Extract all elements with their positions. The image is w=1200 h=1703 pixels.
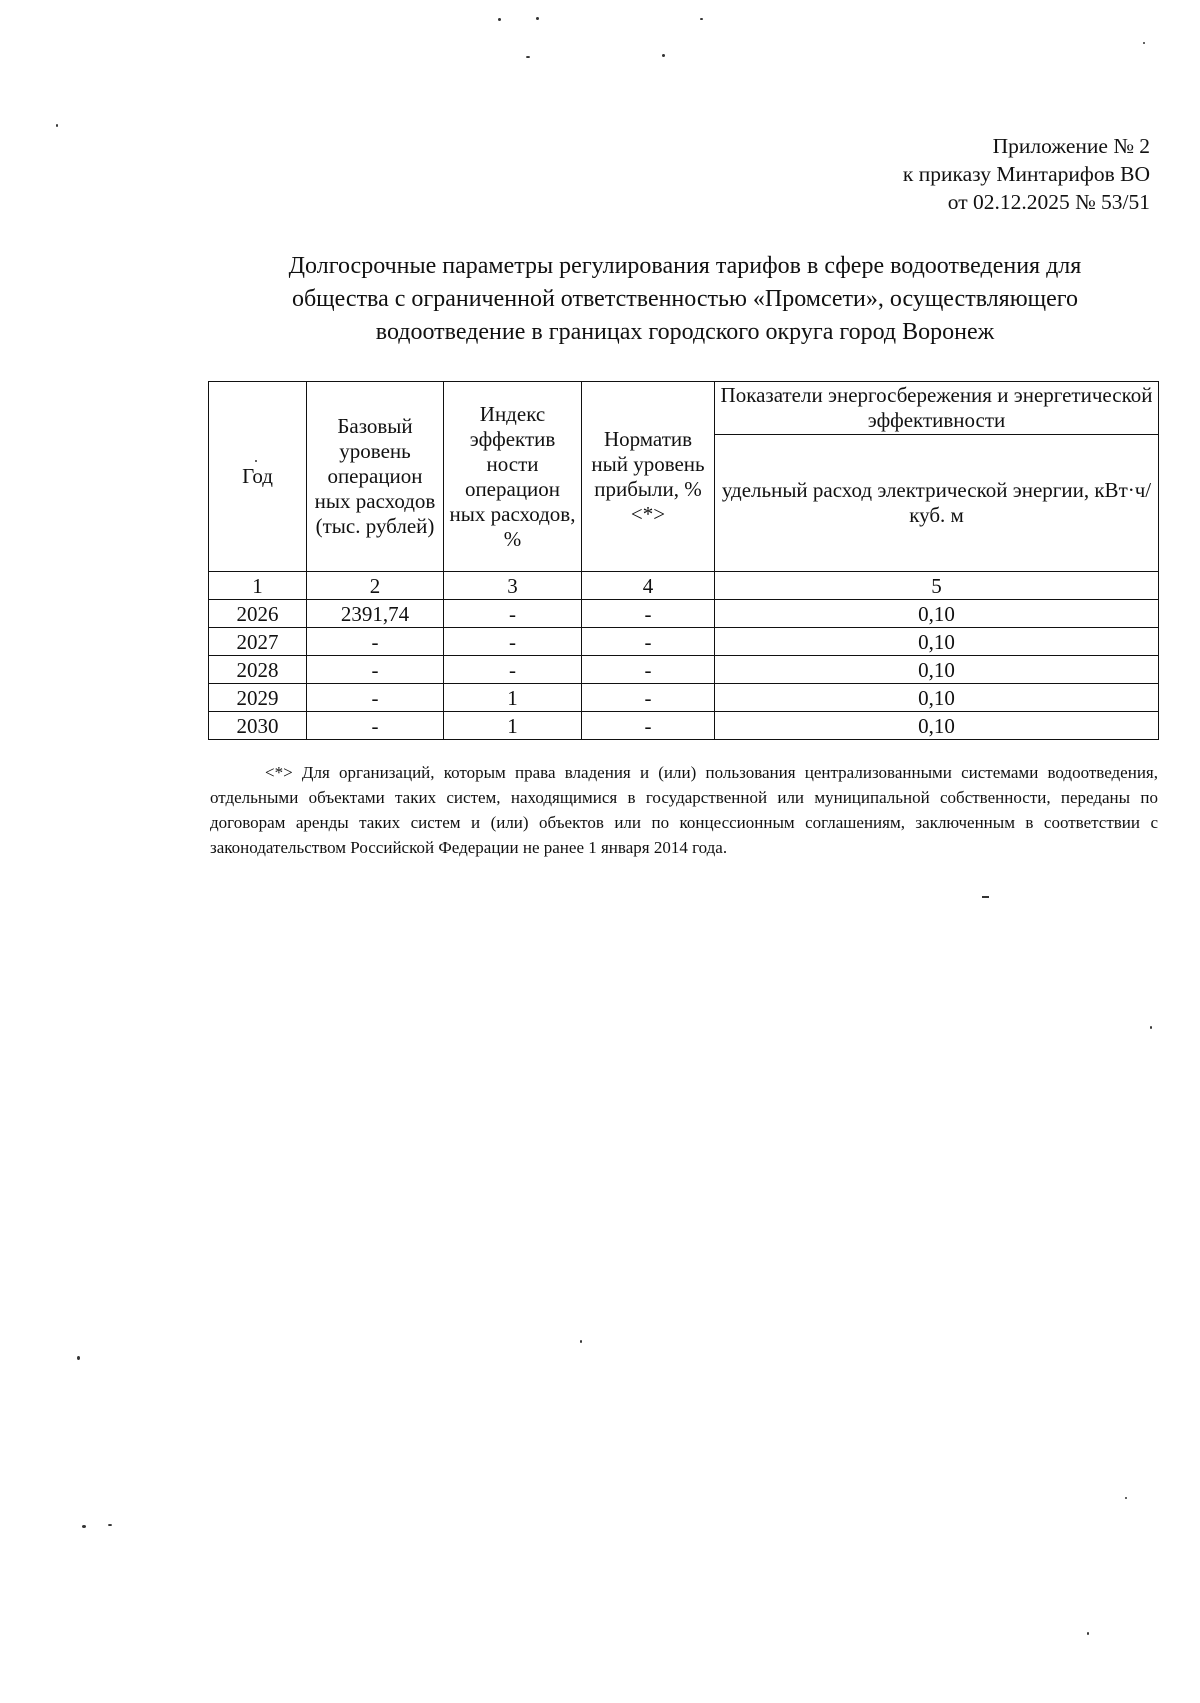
- column-numbers-row: [209, 572, 1159, 600]
- cell-energy: 0,10: [715, 712, 1159, 740]
- scan-speck: [982, 896, 989, 898]
- header-energy-consumption: удельный расход электрической энергии, кВт·ч/куб. м: [715, 435, 1159, 572]
- appendix-block: [903, 132, 1150, 216]
- cell-energy: 0,10: [715, 628, 1159, 656]
- header-energy-group: Показатели энергосбережения и энергетической эффективности: [715, 382, 1159, 435]
- scan-speck: [77, 1356, 80, 1360]
- scan-speck: [580, 1340, 582, 1343]
- cell-profit: -: [582, 600, 715, 628]
- header-base-level: Базовый уровень операцион ных расходов (тыс. рублей): [307, 382, 444, 572]
- scan-speck: [1125, 1497, 1127, 1499]
- scan-speck: [255, 460, 257, 462]
- column-number: 5: [715, 572, 1159, 600]
- scan-speck: [662, 54, 665, 57]
- appendix-order-date: от 02.12.2025 № 53/51: [947, 190, 1150, 214]
- column-number: 4: [582, 572, 715, 600]
- column-number: 2: [307, 572, 444, 600]
- title-line: общества с ограниченной ответственностью «Промсети», осуществляющего: [291, 286, 1079, 312]
- cell-index: 1: [444, 684, 582, 712]
- table-row: [209, 684, 1159, 712]
- cell-base: -: [307, 684, 444, 712]
- parameters-table: [208, 381, 1159, 740]
- cell-year: 2026: [209, 600, 307, 628]
- column-number: 3: [444, 572, 582, 600]
- appendix-number: Приложение № 2: [992, 134, 1150, 158]
- cell-energy: 0,10: [715, 656, 1159, 684]
- cell-index: -: [444, 628, 582, 656]
- scan-speck: [1143, 42, 1145, 44]
- cell-profit: -: [582, 656, 715, 684]
- scan-speck: [536, 17, 539, 20]
- scan-speck: [56, 124, 58, 127]
- header-efficiency-index: Индекс эффектив ности операцион ных расходов, %: [444, 382, 582, 572]
- cell-profit: -: [582, 628, 715, 656]
- cell-base: 2391,74: [307, 600, 444, 628]
- scan-speck: [700, 18, 703, 20]
- cell-base: -: [307, 656, 444, 684]
- cell-year: 2027: [209, 628, 307, 656]
- cell-base: -: [307, 712, 444, 740]
- scan-speck: [1150, 1026, 1152, 1029]
- document-title: [205, 250, 1165, 349]
- cell-year: 2028: [209, 656, 307, 684]
- title-line: водоотведение в границах городского округа город Воронеж: [375, 319, 995, 345]
- cell-profit: -: [582, 712, 715, 740]
- cell-index: 1: [444, 712, 582, 740]
- scan-speck: [108, 1524, 112, 1526]
- cell-base: -: [307, 628, 444, 656]
- table-row: [209, 656, 1159, 684]
- cell-year: 2030: [209, 712, 307, 740]
- scan-speck: [82, 1525, 86, 1528]
- title-line: Долгосрочные параметры регулирования тарифов в сфере водоотведения для: [288, 253, 1082, 279]
- scan-speck: [498, 18, 501, 21]
- header-year: Год: [209, 382, 307, 572]
- footnote: <*> Для организаций, которым права владения и (или) пользования централизованными системами водоотведения, отдельными объектами таких систем, находящимися в государственной или муниципальной собственности, переданы по договорам аренды таких систем и (или) объектов или по концессионным соглашениям, заключенным в соответствии с законодательством Российской Федерации не ранее 1 января 2014 года.: [210, 763, 1158, 857]
- cell-profit: -: [582, 684, 715, 712]
- table-row: [209, 628, 1159, 656]
- cell-index: -: [444, 656, 582, 684]
- cell-energy: 0,10: [715, 684, 1159, 712]
- appendix-order-ref: к приказу Минтарифов ВО: [902, 162, 1150, 186]
- scan-speck: [1087, 1632, 1089, 1635]
- column-number: 1: [209, 572, 307, 600]
- cell-index: -: [444, 600, 582, 628]
- table-row: [209, 600, 1159, 628]
- cell-energy: 0,10: [715, 600, 1159, 628]
- cell-year: 2029: [209, 684, 307, 712]
- header-profit-norm: Норматив ный уровень прибыли, % <*>: [582, 382, 715, 572]
- table-row: [209, 712, 1159, 740]
- scan-speck: [526, 56, 530, 58]
